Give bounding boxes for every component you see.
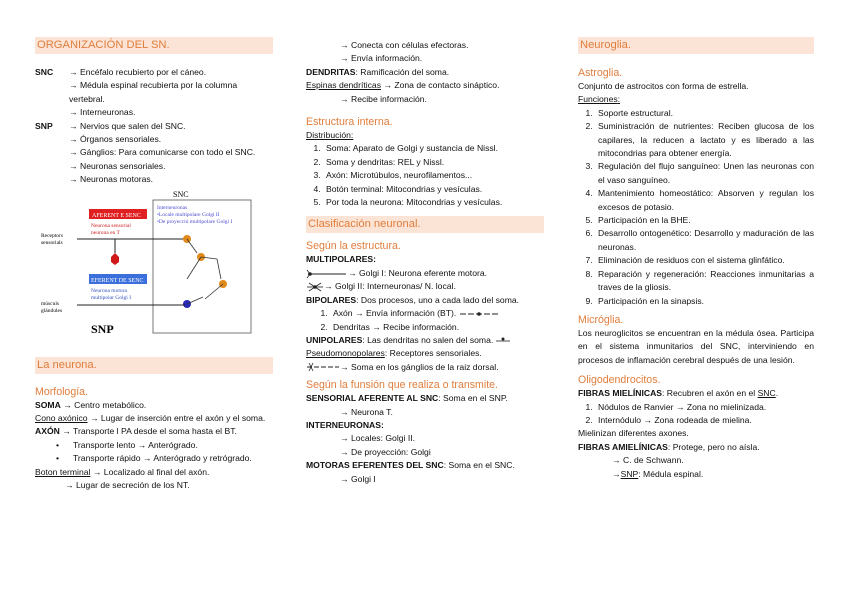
- funciones-label: Funciones:: [578, 94, 621, 105]
- snc-label: SNC: [35, 67, 54, 77]
- amielinicas-line: FIBRAS AMIELÍNICAS: Protege, pero no aísla.: [578, 441, 760, 452]
- multipolares-label: MULTIPOLARES:: [306, 254, 377, 265]
- nervous-system-diagram: [35, 187, 273, 345]
- axon-bullets: [35, 439, 273, 466]
- column-3: [578, 0, 814, 481]
- list-item: 1. Nódulos de Ranvier → Zona no mielinizada.: [595, 401, 814, 414]
- espinas-line-2: → Recibe información.: [340, 93, 427, 104]
- cono-line: Cono axónico → Lugar de inserción entre el axón y el soma.: [35, 413, 266, 424]
- snp-line: → Gánglios: Para comunicarse con todo el SNC.: [69, 147, 256, 158]
- diagram-snp-label: SNP: [91, 321, 114, 336]
- snp-line: → Nervios que salen del SNC.: [69, 120, 186, 131]
- list-item: 1. Axón → Envía información (BT).: [330, 307, 544, 320]
- microglia-text: Los neuroglicitos se encuentran en la médula ósea. Participa en el sistema inmunitarios del SNC, interviniendo en procesos de inflamación cerebral después de una lesión.: [578, 327, 814, 365]
- snp-line: →SNP: Médula espinal.: [612, 468, 704, 479]
- snc-block: [35, 66, 273, 120]
- boton-line: Boton terminal → Localizado al final del axón.: [35, 466, 210, 477]
- column-2: [306, 0, 544, 486]
- schwann-line: → C. de Schwann.: [612, 455, 684, 466]
- sensorial-line-2: → Neurona T.: [340, 406, 393, 417]
- list-item: 5. Participación en la BHE.: [595, 214, 814, 227]
- list-item: 4. Botón terminal: Mitocondrias y vesículas.: [323, 183, 544, 196]
- list-item: 9. Participación en la sinapsis.: [595, 295, 814, 308]
- local-neuron-icon: [306, 282, 324, 292]
- afferent-label: AFERENT E SENC: [92, 212, 141, 219]
- inter-line: → De proyección: Golgi: [340, 446, 431, 457]
- list-item: 1. Soma: Aparato de Golgi y sustancia de Nissl.: [323, 142, 544, 155]
- list-item: • Transporte lento → Anterógrado.: [73, 439, 273, 452]
- mieliniza-line: Mielinizan diferentes axones.: [578, 428, 689, 439]
- list-item: 3. Regulación del flujo sanguíneo: Unen las neuronas con el vaso sanguíneo.: [595, 160, 814, 187]
- snp-block: [35, 120, 273, 187]
- golgi2-local: •Locale multipolare Golgi II: [157, 211, 220, 218]
- pseudo-line: Pseudomonopolares: Receptores sensoriales.: [306, 348, 482, 359]
- unipolar-neuron-icon: [496, 336, 510, 346]
- bipolar-neuron-icon: [459, 309, 499, 319]
- multipolar-golgi1-line: → Golgi I: Neurona eferente motora.: [306, 267, 544, 280]
- list-item: 2. Dendritas → Recibe información.: [330, 321, 544, 334]
- list-item: 7. Eliminación de residuos con el sistema glinfático.: [595, 254, 814, 267]
- snc-line: → Encéfalo recubierto por el cáneo.: [69, 67, 207, 77]
- sensory-soma-icon: [111, 253, 119, 265]
- afferent-sub1: Neurona sensorial: [91, 222, 131, 229]
- list-item: 3. Axón: Microtúbulos, neurofilamentos...: [323, 169, 544, 182]
- soma-line: SOMA → Centro metabólico.: [35, 399, 147, 410]
- efferent-sub2: multipolar Golgi I: [91, 294, 132, 301]
- list-item: 2. Internódulo → Zona rodeada de mielina.: [595, 414, 814, 427]
- mielinicas-line: FIBRAS MIELÍNICAS: Recubren el axón en el SNC.: [578, 388, 779, 399]
- bipolares-list: [306, 307, 544, 334]
- multipolar-golgi2-line: → Golgi II: Interneuronas/ N. local.: [306, 280, 544, 293]
- pseudounipolar-neuron-icon: [306, 362, 340, 372]
- distribucion-list: [306, 142, 544, 209]
- espinas-line: Espinas dendríticas → Zona de contacto sináptico.: [306, 80, 500, 91]
- column-1: [35, 0, 273, 493]
- snp-line: → Neuronas motoras.: [69, 174, 154, 185]
- continued-line: → Envía información.: [340, 53, 423, 64]
- muscle-label: músculs: [41, 300, 60, 307]
- list-item: 1. Soporte estructural.: [595, 107, 814, 120]
- unipolares-line: UNIPOLARES: Las dendritas no salen del soma.: [306, 334, 544, 347]
- snc-line: → Médula espinal recubierta por la columna vertebral.: [69, 80, 238, 104]
- subtitle-astroglia: Astroglia.: [578, 67, 623, 79]
- list-item: 4. Mantenimiento homeostático: Absorven y regulan los excesos de potasio.: [595, 187, 814, 214]
- list-item: 5. Por toda la neurona: Mitocondrias y vesículas.: [323, 196, 544, 209]
- motoras-line-2: → Golgi I: [340, 473, 376, 484]
- inter-line: → Locales: Golgi II.: [340, 433, 415, 444]
- list-item: 8. Reparación y regeneración: Reacciones inmunitarias a traves de la gliosis.: [595, 268, 814, 295]
- pseudo-line-2: → Soma en los gánglios de la raiz dorsal.: [306, 361, 544, 374]
- section-title-clasificacion: Clasificación neuronal.: [306, 216, 544, 233]
- multipolar-neuron-icon: [306, 269, 348, 279]
- snp-line: → Neuronas sensoriales.: [69, 160, 166, 171]
- afferent-sub2: neurona en T: [91, 229, 120, 236]
- receptors-label-2: sensorials: [41, 239, 63, 246]
- subtitle-morfologia: Morfología.: [35, 385, 88, 398]
- list-item: 2. Soma y dendritas: REL y Nissl.: [323, 156, 544, 169]
- section-title-organizacion: ORGANIZACIÓN DEL SN.: [35, 37, 273, 54]
- boton-line-2: → Lugar de secreción de los NT.: [65, 480, 190, 491]
- subtitle-funcion: Según la funsión que realiza o transmite.: [306, 379, 498, 392]
- motoras-line: MOTORAS EFERENTES DEL SNC: Soma en el SNC.: [306, 460, 515, 471]
- continued-line: → Conecta con células efectoras.: [340, 40, 469, 50]
- distribucion-label: Distribución:: [306, 130, 354, 141]
- snc-line: → Interneuronas.: [69, 107, 136, 118]
- subtitle-microglia: Micróglia.: [578, 313, 624, 326]
- subtitle-estructura: Según la estructura.: [306, 240, 401, 253]
- bipolares-line: BIPOLARES: Dos procesos, uno a cada lado del soma.: [306, 294, 520, 305]
- receptors-label: Receptors: [41, 232, 63, 239]
- golgi1-projection: •De proyecció multipolare Golgi I: [157, 218, 233, 225]
- subtitle-oligodendrocitos: Oligodendrocitos.: [578, 374, 661, 387]
- section-title-neuroglia: Neuroglia.: [578, 37, 814, 54]
- interneurons-label: Interneuronas: [157, 204, 188, 211]
- dendritas-line: DENDRITAS: Ramificación del soma.: [306, 66, 450, 77]
- oligo-list: [578, 401, 814, 428]
- efferent-sub1: Neurona motora: [91, 287, 127, 294]
- snp-label: SNP: [35, 120, 53, 131]
- diagram-snc-label: SNC: [173, 189, 189, 199]
- funciones-list: [578, 107, 814, 308]
- muscle-label-2: glándules: [41, 307, 63, 314]
- sensorial-line: SENSORIAL AFERENTE AL SNC: Soma en el SNP.: [306, 393, 508, 404]
- snp-line: → Órganos sensoriales.: [69, 134, 162, 145]
- astro-intro: Conjunto de astrocitos con forma de estrella.: [578, 81, 749, 91]
- subtitle-estructura-interna: Estructura interna.: [306, 116, 393, 129]
- section-title-neurona: La neurona.: [35, 357, 273, 374]
- list-item: 2. Suministración de nutrientes: Reciben glucosa de los capilares, la reducen a lactato y es liberado a las mitocondrias para obtener energía.: [595, 120, 814, 160]
- axon-line: AXÓN → Transporte l PA desde el soma hasta el BT.: [35, 426, 237, 437]
- list-item: • Transporte rápido → Anterógrado y retrógrado.: [73, 452, 273, 465]
- efferent-label: EFERENT DE SENC: [91, 277, 144, 284]
- interneuronas-label: INTERNEURONAS:: [306, 419, 384, 430]
- list-item: 6. Desarrollo ontogenético: Desarrollo y maduración de las neuronas.: [595, 227, 814, 254]
